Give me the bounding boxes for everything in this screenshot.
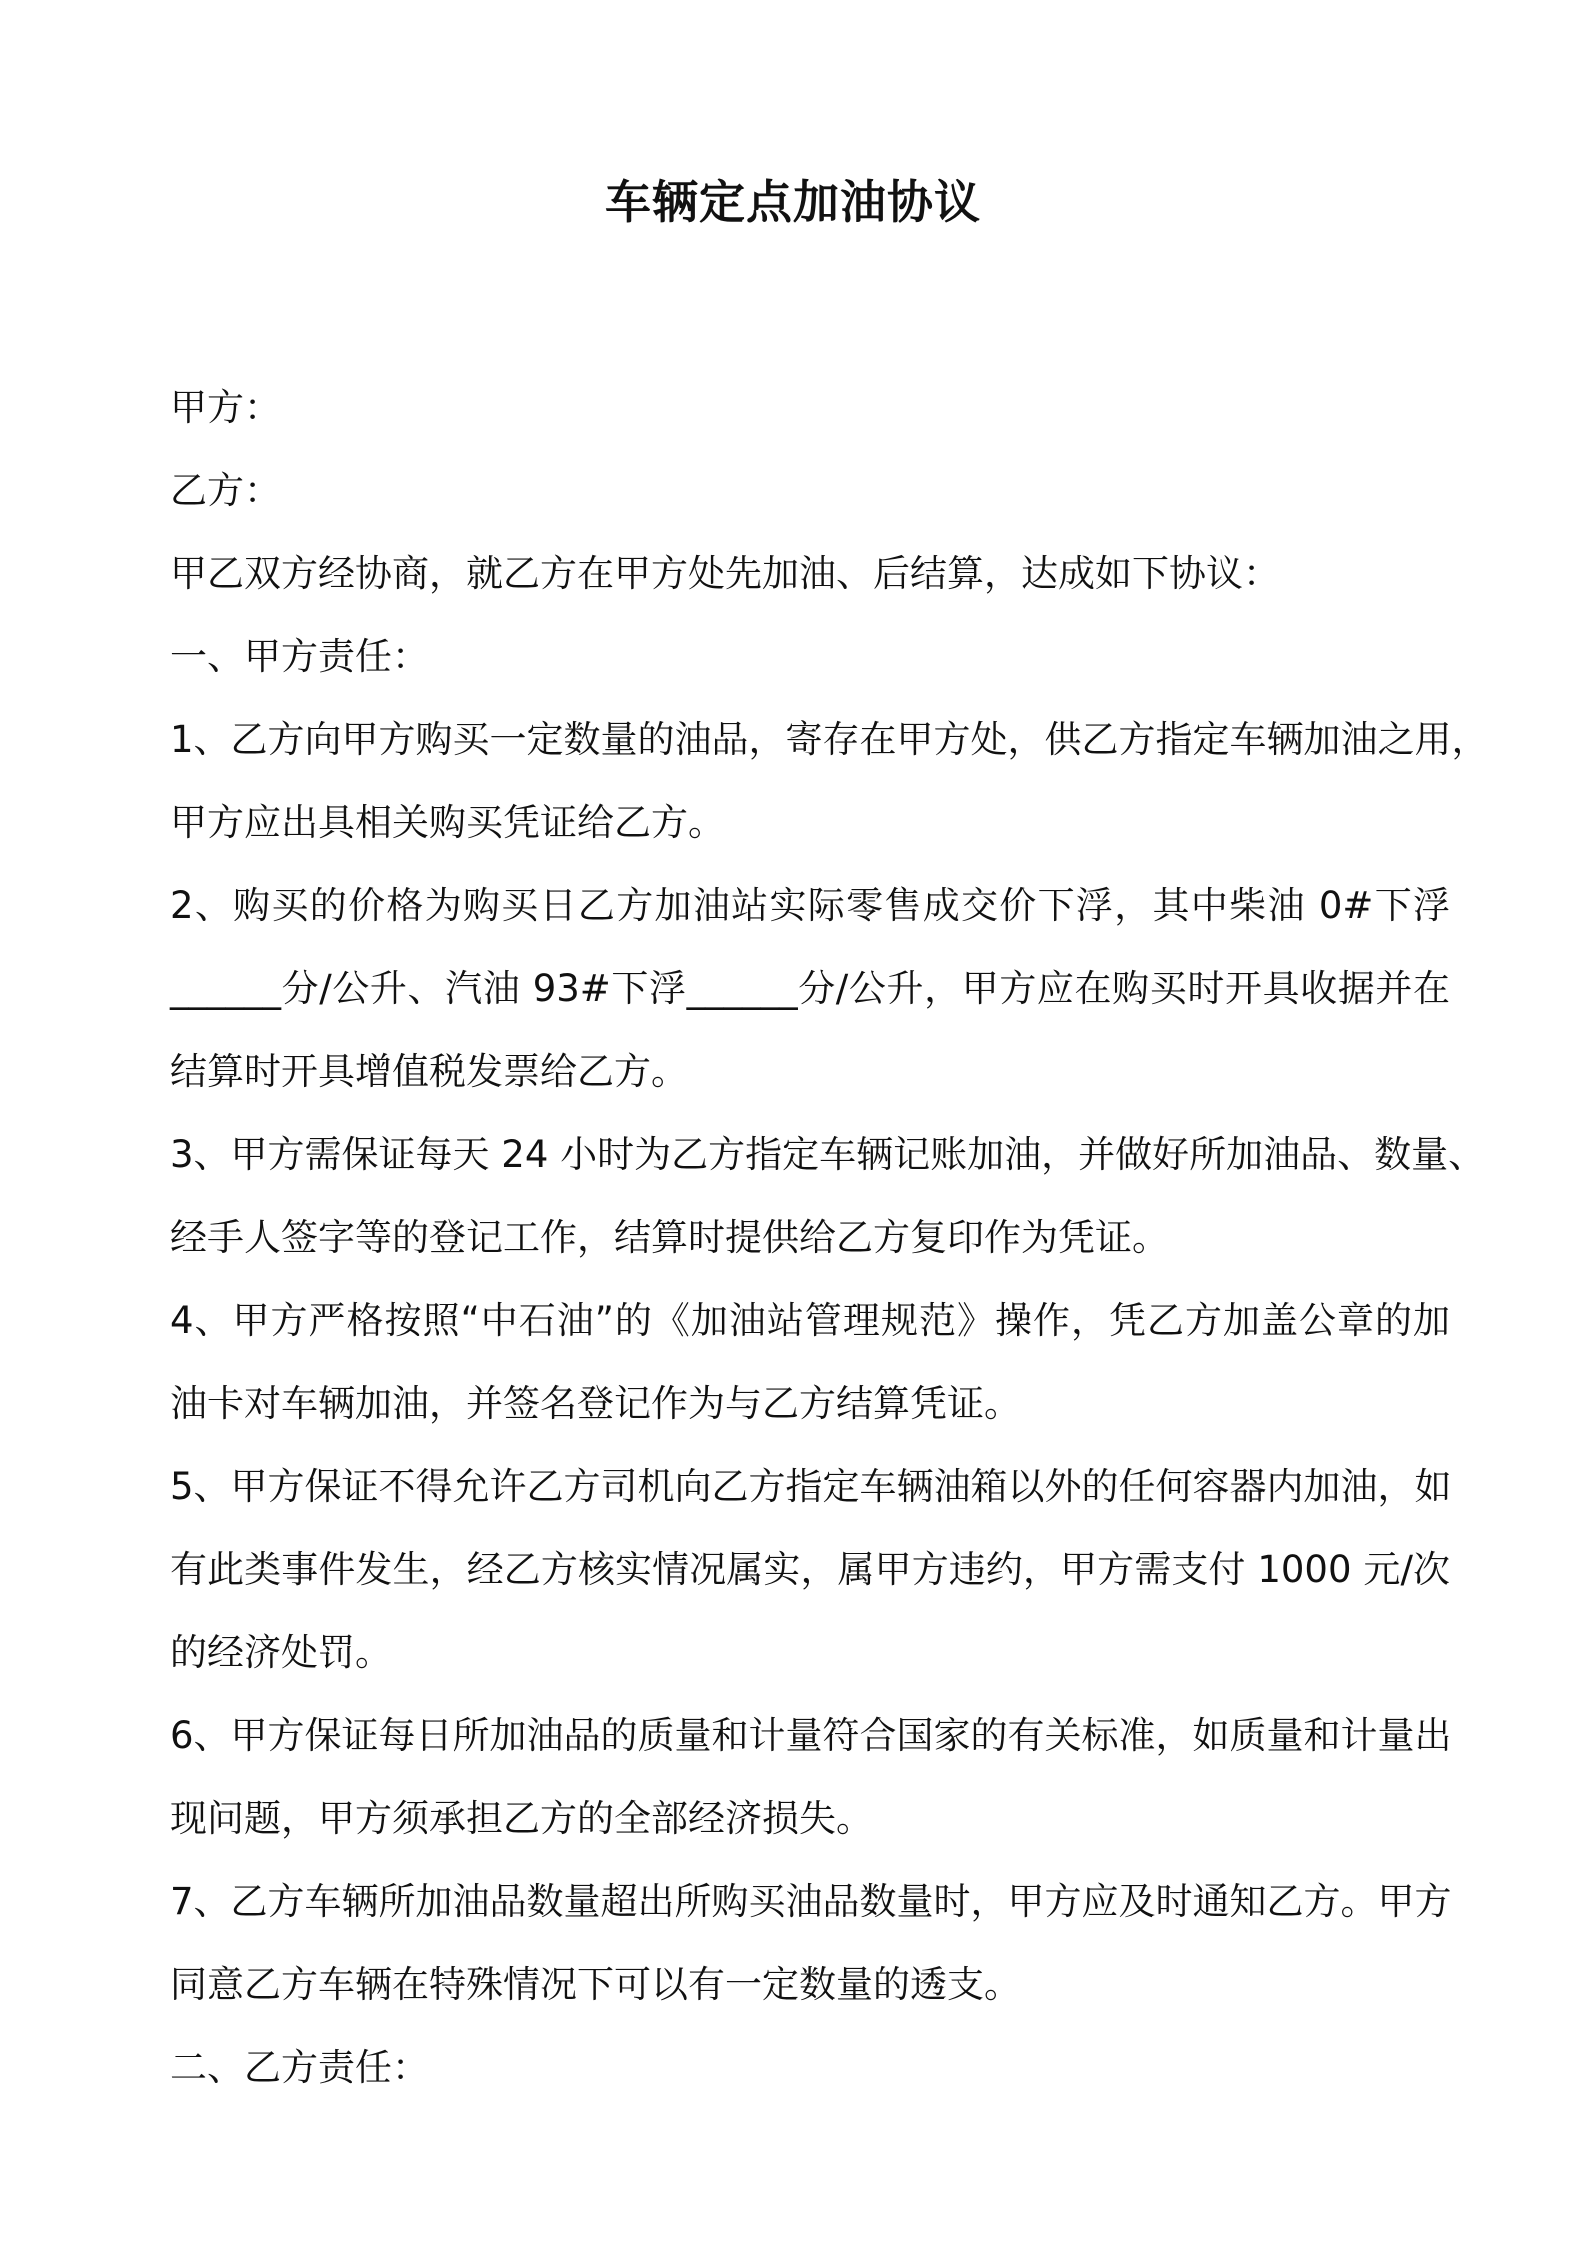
clause-6-line-2: 现问题，甲方须承担乙方的全部经济损失。 bbox=[170, 1797, 873, 1840]
clause-7-line-1: 7、乙方车辆所加油品数量超出所购买油品数量时，甲方应及时通知乙方。甲方 bbox=[170, 1880, 1452, 1923]
clause-5-line-1: 5、甲方保证不得允许乙方司机向乙方指定车辆油箱以外的任何容器内加油，如 bbox=[170, 1465, 1452, 1508]
clause-4-line-1: 4、甲方严格按照“中石油”的《加油站管理规范》操作，凭乙方加盖公章的加 bbox=[170, 1299, 1450, 1342]
clause-6-line-1: 6、甲方保证每日所加油品的质量和计量符合国家的有关标准，如质量和计量出 bbox=[170, 1714, 1452, 1757]
party-a-line: 甲方： bbox=[170, 386, 281, 429]
clause-5-line-3: 的经济处罚。 bbox=[170, 1631, 392, 1674]
section-heading-party-a: 一、甲方责任： bbox=[170, 635, 429, 678]
clause-2-line-3: 结算时开具增值税发票给乙方。 bbox=[170, 1050, 688, 1093]
preamble-line: 甲乙双方经协商，就乙方在甲方处先加油、后结算，达成如下协议： bbox=[170, 552, 1280, 595]
clause-1-line-2: 甲方应出具相关购买凭证给乙方。 bbox=[170, 801, 725, 844]
clause-2-line-1: 2、购买的价格为购买日乙方加油站实际零售成交价下浮，其中柴油 0#下浮 bbox=[170, 884, 1450, 927]
clause-3-line-2: 经手人签字等的登记工作，结算时提供给乙方复印作为凭证。 bbox=[170, 1216, 1169, 1259]
clause-5-line-2: 有此类事件发生，经乙方核实情况属实，属甲方违约，甲方需支付 1000 元/次 bbox=[170, 1548, 1450, 1591]
document-title: 车辆定点加油协议 bbox=[605, 175, 981, 229]
clause-7-line-2: 同意乙方车辆在特殊情况下可以有一定数量的透支。 bbox=[170, 1963, 1021, 2006]
section-heading-party-b: 二、乙方责任： bbox=[170, 2046, 429, 2089]
clause-1-line-1: 1、乙方向甲方购买一定数量的油品，寄存在甲方处，供乙方指定车辆加油之用， bbox=[170, 718, 1489, 761]
party-b-line: 乙方： bbox=[170, 469, 281, 512]
document-body bbox=[170, 366, 1489, 2109]
clause-2-line-2: ______分/公升、汽油 93#下浮______分/公升，甲方应在购买时开具收据并在 bbox=[170, 967, 1450, 1010]
clause-3-line-1: 3、甲方需保证每天 24 小时为乙方指定车辆记账加油，并做好所加油品、数量、 bbox=[170, 1133, 1486, 1176]
clause-4-line-2: 油卡对车辆加油，并签名登记作为与乙方结算凭证。 bbox=[170, 1382, 1021, 1425]
